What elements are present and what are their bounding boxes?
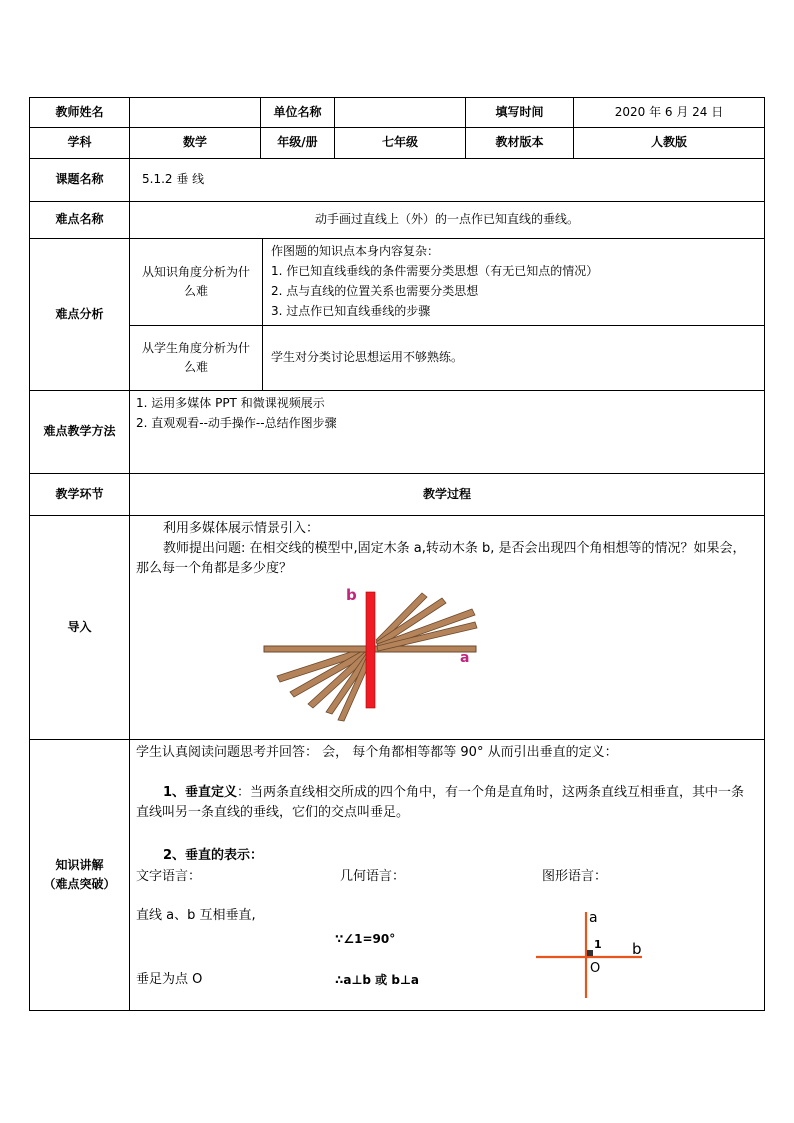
label-b: b — [346, 586, 357, 604]
right-angle-mark — [587, 950, 593, 956]
knowledge-line-0: 作图题的知识点本身内容复杂： — [271, 244, 440, 258]
date-value: 2020 年 6 月 24 日 — [573, 97, 765, 128]
method-label: 难点教学方法 — [29, 390, 130, 474]
difficulty-label: 难点名称 — [29, 201, 130, 239]
student-angle-content: 学生对分类讨论思想运用不够熟练。 — [262, 325, 765, 391]
label-a: a — [460, 650, 470, 666]
textbook-label: 教材版本 — [465, 127, 574, 159]
fig-label-b: b — [632, 940, 642, 958]
text-language-title: 文字语言： — [136, 869, 202, 884]
definition-text: ：当两条直线相交所成的四个角中，有一个角是直角时，这两条直线互相垂直，其中一条直线叫另一条直线的垂线，它们的交点叫垂足。 — [136, 785, 745, 820]
student-angle-label: 从学生角度分析为什么难 — [129, 325, 263, 391]
date-label: 填写时间 — [465, 97, 574, 128]
topic-value: 5.1.2 垂 线 — [129, 158, 765, 202]
definition-title: 1、垂直定义 — [163, 785, 238, 800]
knowledge-line-2: 2. 点与直线的位置关系也需要分类思想 — [271, 284, 479, 298]
analysis-label: 难点分析 — [29, 238, 130, 391]
geometry-line2: ∴a⊥b 或 b⊥a — [335, 973, 420, 987]
knowledge-line-1: 1. 作已知直线垂线的条件需要分类思想（有无已知点的情况） — [271, 264, 599, 278]
teacher-value — [129, 97, 261, 128]
rotated-strips-lower — [277, 648, 372, 721]
knowledge-label-line2: （难点突破） — [43, 877, 116, 891]
knowledge-angle-content — [262, 238, 765, 326]
unit-label: 单位名称 — [260, 97, 335, 128]
fig-label-1: 1 — [594, 938, 602, 951]
perpendicular-figure — [130, 740, 766, 1012]
method-content — [129, 390, 765, 474]
answer-text: 学生认真阅读问题思考并回答： 会， 每个角都相等都等 90° 从而引出垂直的定义： — [136, 745, 618, 760]
intro-content — [129, 515, 765, 740]
subject-label: 学科 — [29, 127, 130, 159]
geometry-line1: ∵∠1=90° — [335, 932, 396, 946]
intro-line-1: 利用多媒体展示情景引入： — [163, 521, 320, 536]
representation-title: 2、垂直的表示： — [163, 848, 264, 863]
process-header-label: 教学环节 — [29, 473, 130, 516]
intro-label: 导入 — [29, 515, 130, 740]
method-line-0: 1. 运用多媒体 PPT 和微课视频展示 — [136, 396, 325, 410]
knowledge-label-line1: 知识讲解 — [55, 857, 104, 872]
grade-label: 年级/册 — [260, 127, 335, 159]
unit-value — [334, 97, 466, 128]
wood-strip-model-figure — [130, 516, 766, 741]
knowledge-line-3: 3. 过点作已知直线垂线的步骤 — [271, 304, 431, 318]
teacher-label: 教师姓名 — [29, 97, 130, 128]
text-language-line1: 直线 a、b 互相垂直, — [136, 908, 256, 923]
subject-value: 数学 — [129, 127, 261, 159]
method-line-1: 2. 直观观看--动手操作--总结作图步骤 — [136, 416, 337, 430]
fig-label-a: a — [589, 910, 598, 926]
fig-label-o: O — [590, 961, 601, 976]
intro-line-2: 教师提出问题: 在相交线的模型中,固定木条 a,转动木条 b, 是否会出现四个角相想等的情况？如果会，那么每一个角都是多少度？ — [136, 541, 746, 576]
strip-b — [366, 592, 375, 708]
knowledge-content — [129, 739, 765, 1011]
text-language-line2: 垂足为点 O — [136, 972, 203, 987]
knowledge-angle-label: 从知识角度分析为什么难 — [129, 238, 263, 326]
textbook-value: 人教版 — [573, 127, 765, 159]
topic-label: 课题名称 — [29, 158, 130, 202]
knowledge-label — [29, 739, 130, 1011]
figure-language-title: 图形语言： — [542, 869, 608, 884]
rotated-strips-upper — [376, 593, 477, 651]
difficulty-value: 动手画过直线上（外）的一点作已知直线的垂线。 — [129, 201, 765, 239]
process-header-value: 教学过程 — [129, 473, 765, 516]
geometry-language-title: 几何语言： — [340, 869, 406, 884]
grade-value: 七年级 — [334, 127, 466, 159]
